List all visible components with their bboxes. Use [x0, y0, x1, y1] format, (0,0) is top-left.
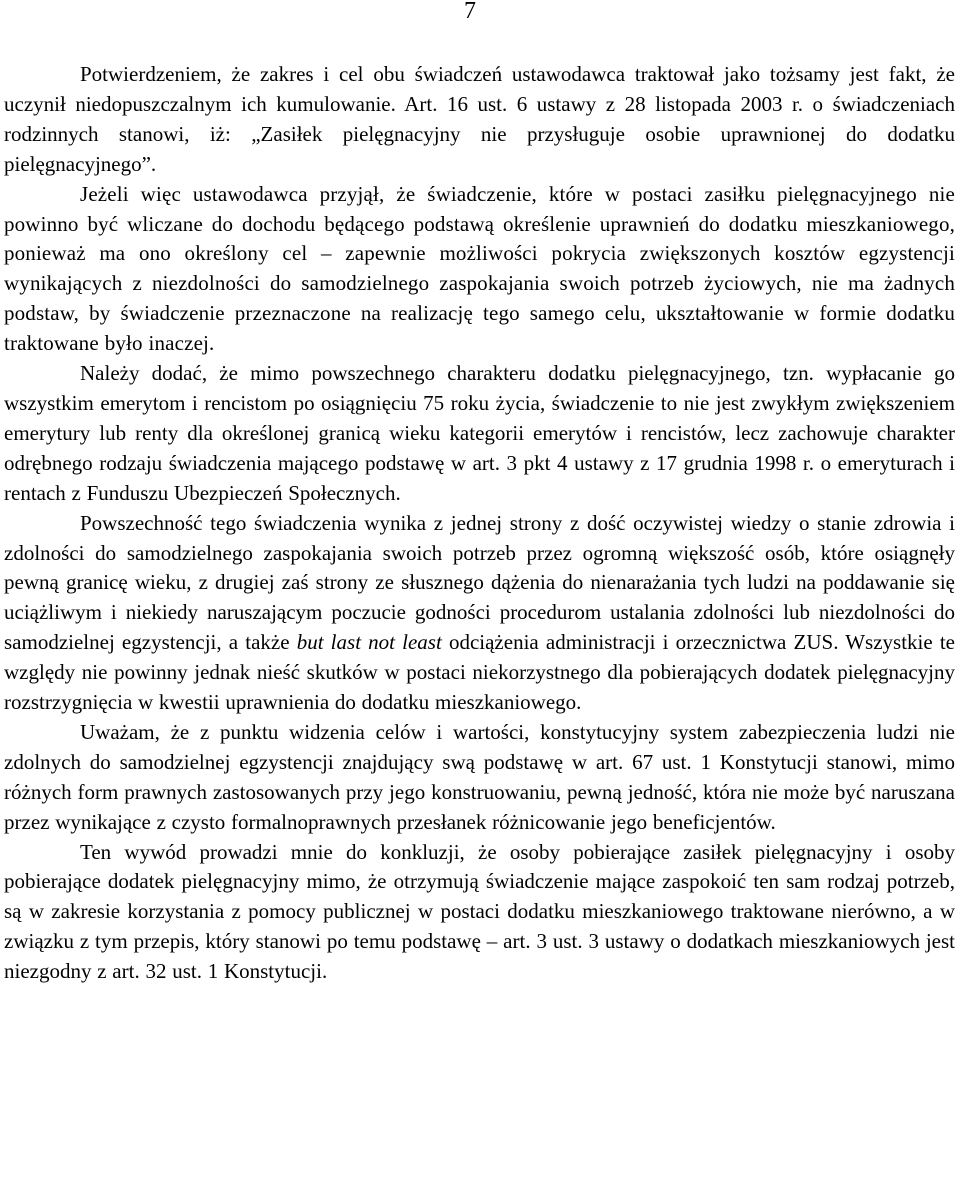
paragraph-4: [4, 509, 955, 718]
document-body: [4, 60, 955, 987]
paragraph-4-text-before: Powszechność tego świadczenia wynika z jednej strony z dość oczywistej wiedzy o stanie zdrowia i zdolności do samodzielnego zaspokajania swoich potrzeb przez ogromną większość osób, które osiągnęły pewną granicę wieku, z drugiej zaś strony ze słusznego dążenia do nienarażania tych ludzi na poddawanie się uciążliwym i niekiedy naruszającym poczucie godności procedurom ustalania zdolności lub niezdolności do samodzielnej egzystencji, a także: [4, 510, 955, 655]
paragraph-3: Należy dodać, że mimo powszechnego charakteru dodatku pielęgnacyjnego, tzn. wypłacanie go wszystkim emerytom i rencistom po osiągnięciu 75 roku życia, świadczenie to nie jest zwykłym zwiększeniem emerytury lub renty dla określonej granicą wieku kategorii emerytów i rencistów, lecz zachowuje charakter odrębnego rodzaju świadczenia mającego podstawę w art. 3 pkt 4 ustawy z 17 grudnia 1998 r. o emeryturach i rentach z Funduszu Ubezpieczeń Społecznych.: [4, 361, 955, 505]
paragraph-2: Jeżeli więc ustawodawca przyjął, że świadczenie, które w postaci zasiłku pielęgnacyjnego nie powinno być wliczane do dochodu będącego podstawą określenie uprawnień do dodatku mieszkaniowego, ponieważ ma ono określony cel – zapewnie możliwości pokrycia zwiększonych kosztów egzystencji wynikających z niezdolności do samodzielnego zaspokajania swoich potrzeb życiowych, nie ma żadnych podstaw, by świadczenie przeznaczone na realizację tego samego celu, ukształtowanie w formie dodatku traktowane było inaczej.: [4, 181, 955, 356]
paragraph-1: Potwierdzeniem, że zakres i cel obu świadczeń ustawodawca traktował jako tożsamy jest fakt, że uczynił niedopuszczalnym ich kumulowanie. Art. 16 ust. 6 ustawy z 28 listopada 2003 r. o świadczeniach rodzinnych stanowi, iż: „Zasiłek pielęgnacyjny nie przysługuje osobie uprawnionej do dodatku pielęgnacyjnego”.: [4, 62, 955, 176]
paragraph-4-text-after: odciążenia administracji i orzecznictwa ZUS. Wszystkie te względy nie powinny jednak nieść skutków w postaci niekorzystnego dla pobierających dodatek pielęgnacyjny rozstrzygnięcia w kwestii uprawnienia do dodatku mieszkaniowego.: [4, 630, 955, 715]
page-number: 7: [464, 0, 476, 24]
paragraph-5: Uważam, że z punktu widzenia celów i wartości, konstytucyjny system zabezpieczenia ludzi nie zdolnych do samodzielnej egzystencji znajdujący swą podstawę w art. 67 ust. 1 Konstytucji stanowi, mimo różnych form prawnych zastosowanych przy jego konstruowaniu, pewną jedność, która nie może być naruszana przez wynikające z czysto formalnoprawnych przesłanek różnicowanie jego beneficjentów.: [4, 719, 955, 834]
paragraph-4-emphasis: but last not least: [296, 630, 442, 655]
paragraph-6: Ten wywód prowadzi mnie do konkluzji, że osoby pobierające zasiłek pielęgnacyjny i osoby pobierające dodatek pielęgnacyjny mimo, że otrzymują świadczenie mające zaspokoić ten sam rodzaj potrzeb, są w zakresie korzystania z pomocy publicznej w postaci dodatku mieszkaniowego traktowane nierówno, a w związku z tym przepis, który stanowi po temu podstawę – art. 3 ust. 3 ustawy o dodatkach mieszkaniowych jest niezgodny z art. 32 ust. 1 Konstytucji.: [4, 839, 955, 984]
